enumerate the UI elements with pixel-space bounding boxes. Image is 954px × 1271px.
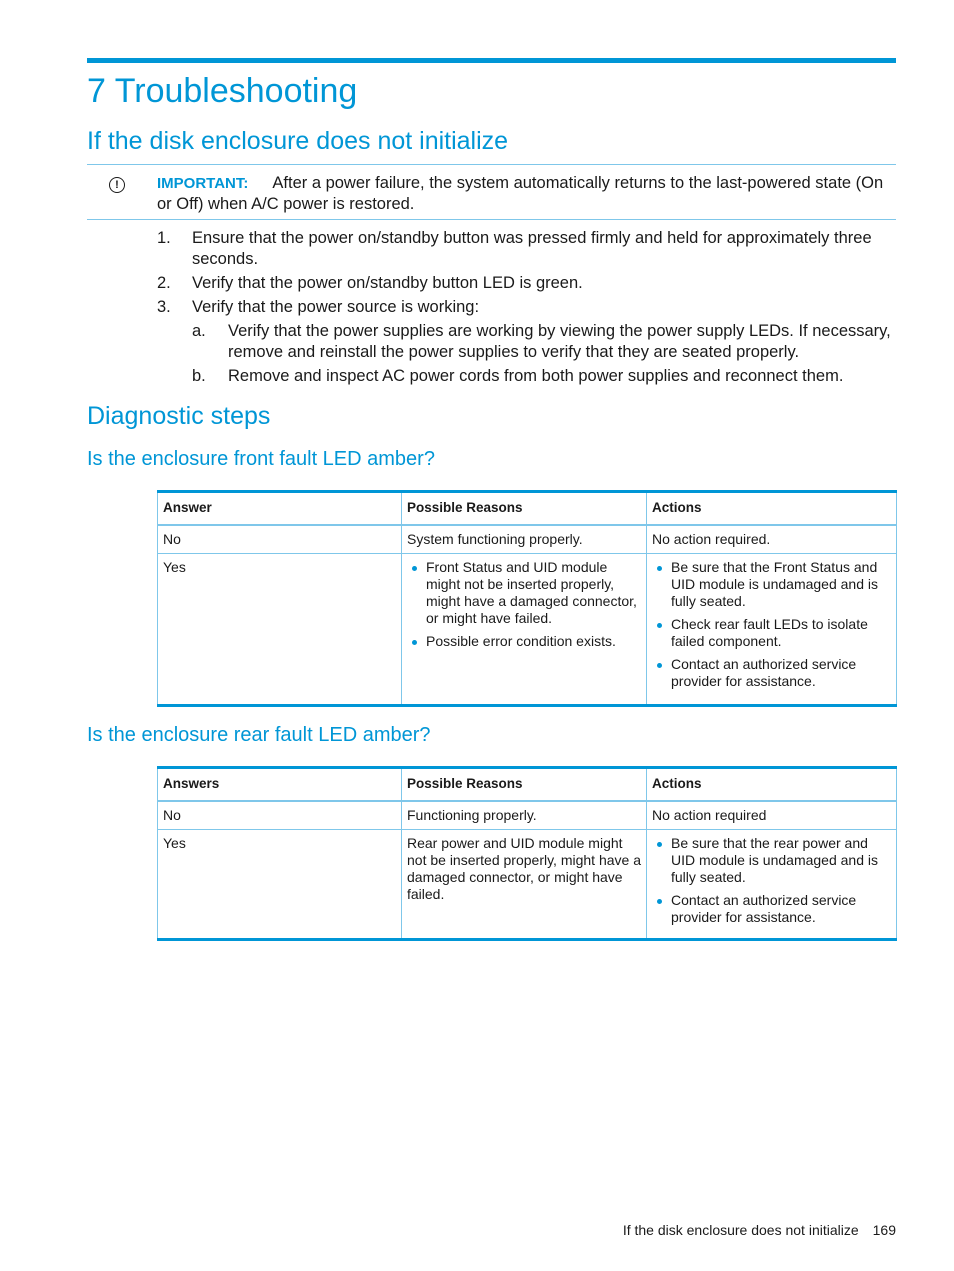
substep-letter: b. [192, 367, 206, 385]
table-cell: No [158, 801, 402, 830]
column-header: Actions [647, 768, 897, 802]
rear-led-title: Is the enclosure rear fault LED amber? [87, 724, 431, 746]
actions-list [652, 835, 891, 926]
notice-text: After a power failure, the system automatically returns to the last-powered state (On or Off) when A/C power is restored. [157, 174, 884, 213]
table-cell: Yes [158, 554, 402, 706]
table-cell: Functioning properly. [402, 801, 647, 830]
column-header: Actions [647, 492, 897, 526]
list-item: Front Status and UID module might not be inserted properly, might have a damaged connector, or might have failed. [426, 559, 641, 627]
table-cell: No action required [647, 801, 897, 830]
table-cell [647, 830, 897, 940]
rear-led-table [157, 766, 897, 941]
step-item [157, 297, 896, 387]
step-item [157, 228, 896, 270]
list-item: Contact an authorized service provider for assistance. [671, 892, 891, 926]
top-rule [87, 58, 896, 63]
table-cell: No [158, 525, 402, 554]
table-cell [402, 554, 647, 706]
steps-list [157, 228, 896, 387]
substep-item [192, 366, 896, 387]
chapter-title: 7 Troubleshooting [87, 72, 358, 110]
list-item: Possible error condition exists. [426, 633, 641, 650]
list-item: Be sure that the rear power and UID module is undamaged and is fully seated. [671, 835, 891, 886]
column-header: Answer [158, 492, 402, 526]
table-cell: System functioning properly. [402, 525, 647, 554]
list-item: Contact an authorized service provider for assistance. [671, 656, 891, 690]
actions-list [652, 559, 891, 690]
step-text: Verify that the power source is working: [192, 298, 480, 316]
table-row [158, 830, 897, 940]
step-item [157, 273, 896, 294]
reasons-list [407, 559, 641, 650]
step-text: Verify that the power on/standby button LED is green. [192, 274, 583, 292]
step-text: Ensure that the power on/standby button was pressed firmly and held for approximately three seconds. [192, 229, 872, 268]
running-title: If the disk enclosure does not initialize [622, 1222, 859, 1238]
list-item: Check rear fault LEDs to isolate failed component. [671, 616, 891, 650]
substep-letter: a. [192, 322, 206, 340]
table-header-row [158, 768, 897, 802]
table-cell: No action required. [647, 525, 897, 554]
important-icon: ! [109, 177, 125, 193]
page-content [87, 58, 896, 941]
step-number: 3. [157, 298, 171, 316]
table-cell [647, 554, 897, 706]
section-title: If the disk enclosure does not initialize [87, 127, 509, 155]
step-number: 2. [157, 274, 171, 292]
important-notice [87, 164, 896, 220]
substep-item [192, 321, 896, 363]
table-row [158, 801, 897, 830]
table-cell: Yes [158, 830, 402, 940]
table-row [158, 554, 897, 706]
page-number: 169 [872, 1222, 896, 1238]
column-header: Possible Reasons [402, 492, 647, 526]
table-row [158, 525, 897, 554]
list-item: Be sure that the Front Status and UID module is undamaged and is fully seated. [671, 559, 891, 610]
column-header: Answers [158, 768, 402, 802]
table-header-row [158, 492, 897, 526]
page-footer [560, 1222, 896, 1238]
notice-label: IMPORTANT: [157, 175, 249, 192]
diagnostic-title: Diagnostic steps [87, 402, 271, 430]
substep-text: Remove and inspect AC power cords from both power supplies and reconnect them. [228, 367, 844, 385]
substeps-list [192, 321, 896, 387]
step-number: 1. [157, 229, 171, 247]
front-led-title: Is the enclosure front fault LED amber? [87, 448, 435, 470]
column-header: Possible Reasons [402, 768, 647, 802]
substep-text: Verify that the power supplies are working by viewing the power supply LEDs. If necessary, remove and reinstall the power supplies to verify that they are seated properly. [228, 322, 891, 361]
front-led-table [157, 490, 897, 707]
table-cell: Rear power and UID module might not be inserted properly, might have a damaged connector, or might have failed. [402, 830, 647, 940]
